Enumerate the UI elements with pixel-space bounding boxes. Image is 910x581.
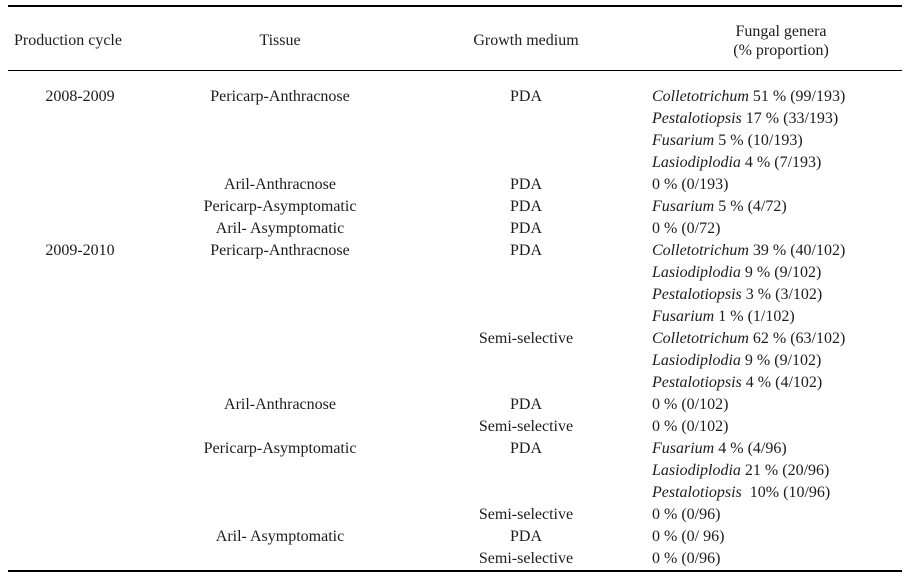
cell-growth-medium: Semi-selective — [478, 330, 574, 347]
fungal-proportion-value: 0 % (0/193) — [652, 176, 729, 193]
cell-fungal-genera — [652, 284, 910, 306]
cell-fungal-genera — [652, 548, 910, 570]
cell-tissue — [160, 306, 400, 328]
table-header-row — [0, 7, 910, 70]
fungal-proportion-value: 10% (10/96) — [741, 484, 831, 501]
fungal-proportion-value: 0 % (0/ 96) — [652, 528, 725, 545]
cell-tissue — [160, 130, 400, 152]
cell-production-cycle — [0, 482, 160, 504]
fungal-genus-name: Colletotrichum — [652, 242, 749, 259]
cell-production-cycle — [0, 174, 160, 196]
fungal-genus-name: Pestalotiopsis — [652, 110, 742, 127]
cell-growth-medium: PDA — [509, 176, 542, 193]
table-row — [0, 262, 910, 284]
column-header-growth-medium: Growth medium — [473, 32, 579, 49]
cell-fungal-genera — [652, 240, 910, 262]
table-row — [0, 86, 910, 108]
cell-fungal-genera — [652, 526, 910, 548]
fungal-genus-name: Pestalotiopsis — [652, 374, 742, 391]
cell-tissue: Aril- Asymptomatic — [215, 220, 345, 237]
table-row — [0, 130, 910, 152]
cell-production-cycle — [0, 460, 160, 482]
fungal-genus-name: Fusarium — [652, 440, 715, 457]
table-row — [0, 174, 910, 196]
cell-growth-medium — [400, 130, 652, 152]
fungal-proportion-value: 5 % (10/193) — [714, 132, 803, 149]
column-header-production-cycle: Production cycle — [14, 32, 122, 49]
table-row — [0, 240, 910, 262]
fungal-proportion-value: 0 % (0/96) — [652, 506, 721, 523]
cell-production-cycle — [0, 152, 160, 174]
cell-tissue — [160, 416, 400, 438]
fungal-proportion-value: 5 % (4/72) — [714, 198, 787, 215]
table-row — [0, 548, 910, 570]
fungal-proportion-value: 4 % (7/193) — [740, 154, 822, 171]
column-header-tissue: Tissue — [259, 32, 301, 49]
cell-production-cycle — [0, 130, 160, 152]
fungal-proportion-value: 0 % (0/102) — [652, 396, 729, 413]
cell-fungal-genera — [652, 196, 910, 218]
cell-fungal-genera — [652, 108, 910, 130]
cell-fungal-genera — [652, 328, 910, 350]
cell-growth-medium: PDA — [509, 396, 542, 413]
cell-production-cycle — [0, 262, 160, 284]
fungal-proportion-value: 51 % (99/193) — [748, 88, 846, 105]
cell-growth-medium: Semi-selective — [478, 506, 574, 523]
cell-tissue — [160, 350, 400, 372]
cell-production-cycle — [0, 504, 160, 526]
cell-growth-medium — [400, 306, 652, 328]
cell-fungal-genera — [652, 416, 910, 438]
fungal-proportion-value: 0 % (0/96) — [652, 550, 721, 567]
cell-growth-medium: PDA — [509, 220, 542, 237]
cell-tissue — [160, 460, 400, 482]
table-row — [0, 350, 910, 372]
cell-production-cycle: 2009-2010 — [45, 242, 115, 259]
cell-tissue: Aril-Anthracnose — [224, 396, 336, 413]
fungal-proportion-value: 4 % (4/102) — [741, 374, 823, 391]
cell-growth-medium — [400, 262, 652, 284]
table-row — [0, 108, 910, 130]
fungal-genus-name: Lasiodiplodia — [652, 264, 741, 281]
cell-growth-medium — [400, 108, 652, 130]
fungal-proportion-value: 39 % (40/102) — [748, 242, 846, 259]
table-row — [0, 218, 910, 240]
cell-fungal-genera — [652, 460, 910, 482]
cell-production-cycle — [0, 284, 160, 306]
cell-fungal-genera — [652, 438, 910, 460]
cell-production-cycle — [0, 218, 160, 240]
fungal-genus-name: Lasiodiplodia — [652, 154, 741, 171]
table-row — [0, 196, 910, 218]
cell-growth-medium — [400, 372, 652, 394]
cell-tissue — [160, 284, 400, 306]
cell-growth-medium — [400, 152, 652, 174]
cell-fungal-genera — [652, 130, 910, 152]
cell-growth-medium: PDA — [509, 528, 542, 545]
cell-tissue: Aril- Asymptomatic — [215, 528, 345, 545]
cell-production-cycle — [0, 438, 160, 460]
fungal-proportion-value: 0 % (0/72) — [652, 220, 721, 237]
column-header-fungal-genera-line1: Fungal genera — [735, 22, 827, 40]
fungal-genus-name: Lasiodiplodia — [652, 462, 741, 479]
cell-fungal-genera — [652, 482, 910, 504]
fungal-proportion-value: 62 % (63/102) — [748, 330, 846, 347]
table-row — [0, 526, 910, 548]
cell-production-cycle — [0, 196, 160, 218]
cell-growth-medium — [400, 350, 652, 372]
fungal-proportion-value: 3 % (3/102) — [741, 286, 823, 303]
table-row — [0, 328, 910, 350]
cell-fungal-genera — [652, 504, 910, 526]
cell-fungal-genera — [652, 152, 910, 174]
fungal-proportion-value: 9 % (9/102) — [740, 264, 822, 281]
cell-production-cycle — [0, 306, 160, 328]
cell-growth-medium — [400, 482, 652, 504]
cell-tissue — [160, 372, 400, 394]
table-row — [0, 284, 910, 306]
cell-tissue: Pericarp-Asymptomatic — [203, 198, 357, 215]
fungal-proportion-value: 21 % (20/96) — [740, 462, 830, 479]
table-row — [0, 416, 910, 438]
cell-tissue — [160, 504, 400, 526]
fungal-genus-name: Colletotrichum — [652, 330, 749, 347]
table-row — [0, 438, 910, 460]
cell-production-cycle — [0, 372, 160, 394]
cell-production-cycle — [0, 350, 160, 372]
cell-fungal-genera — [652, 218, 910, 240]
cell-production-cycle — [0, 548, 160, 570]
cell-fungal-genera — [652, 306, 910, 328]
table-row — [0, 152, 910, 174]
cell-tissue — [160, 328, 400, 350]
table-body — [0, 71, 910, 570]
cell-tissue: Aril-Anthracnose — [224, 176, 336, 193]
cell-production-cycle — [0, 394, 160, 416]
cell-fungal-genera — [652, 372, 910, 394]
cell-tissue — [160, 262, 400, 284]
cell-fungal-genera — [652, 394, 910, 416]
fungal-proportion-value: 0 % (0/102) — [652, 418, 729, 435]
cell-growth-medium: PDA — [509, 242, 542, 259]
cell-fungal-genera — [652, 262, 910, 284]
cell-fungal-genera — [652, 174, 910, 196]
table-row — [0, 482, 910, 504]
fungal-proportion-value: 9 % (9/102) — [740, 352, 822, 369]
fungal-genus-name: Pestalotiopsis — [652, 286, 742, 303]
table-row — [0, 504, 910, 526]
cell-fungal-genera — [652, 350, 910, 372]
cell-tissue: Pericarp-Anthracnose — [210, 242, 350, 259]
table-row — [0, 394, 910, 416]
fungal-proportion-value: 17 % (33/193) — [741, 110, 839, 127]
fungal-genus-name: Lasiodiplodia — [652, 352, 741, 369]
cell-production-cycle — [0, 416, 160, 438]
cell-growth-medium: PDA — [509, 198, 542, 215]
cell-production-cycle — [0, 108, 160, 130]
cell-tissue: Pericarp-Asymptomatic — [203, 440, 357, 457]
fungal-genus-name: Fusarium — [652, 132, 715, 149]
cell-growth-medium: Semi-selective — [478, 550, 574, 567]
cell-tissue — [160, 108, 400, 130]
cell-tissue — [160, 152, 400, 174]
table-row — [0, 372, 910, 394]
cell-tissue: Pericarp-Anthracnose — [210, 88, 350, 105]
cell-production-cycle — [0, 328, 160, 350]
table-bottom-rule — [8, 570, 902, 572]
table-row — [0, 306, 910, 328]
cell-tissue — [160, 548, 400, 570]
cell-production-cycle — [0, 526, 160, 548]
fungal-genus-name: Colletotrichum — [652, 88, 749, 105]
fungal-genus-name: Fusarium — [652, 198, 715, 215]
fungal-genus-name: Fusarium — [652, 308, 715, 325]
cell-growth-medium: PDA — [509, 440, 542, 457]
cell-growth-medium — [400, 460, 652, 482]
cell-growth-medium: PDA — [509, 88, 542, 105]
cell-fungal-genera — [652, 86, 910, 108]
column-header-fungal-genera — [652, 22, 910, 60]
column-header-fungal-genera-line2: (% proportion) — [733, 41, 829, 59]
cell-growth-medium: Semi-selective — [478, 418, 574, 435]
cell-production-cycle: 2008-2009 — [45, 88, 115, 105]
fungal-proportion-value: 1 % (1/102) — [714, 308, 795, 325]
fungal-proportion-value: 4 % (4/96) — [714, 440, 787, 457]
cell-growth-medium — [400, 284, 652, 306]
cell-tissue — [160, 482, 400, 504]
fungal-genus-name: Pestalotiopsis — [652, 484, 742, 501]
table-row — [0, 460, 910, 482]
